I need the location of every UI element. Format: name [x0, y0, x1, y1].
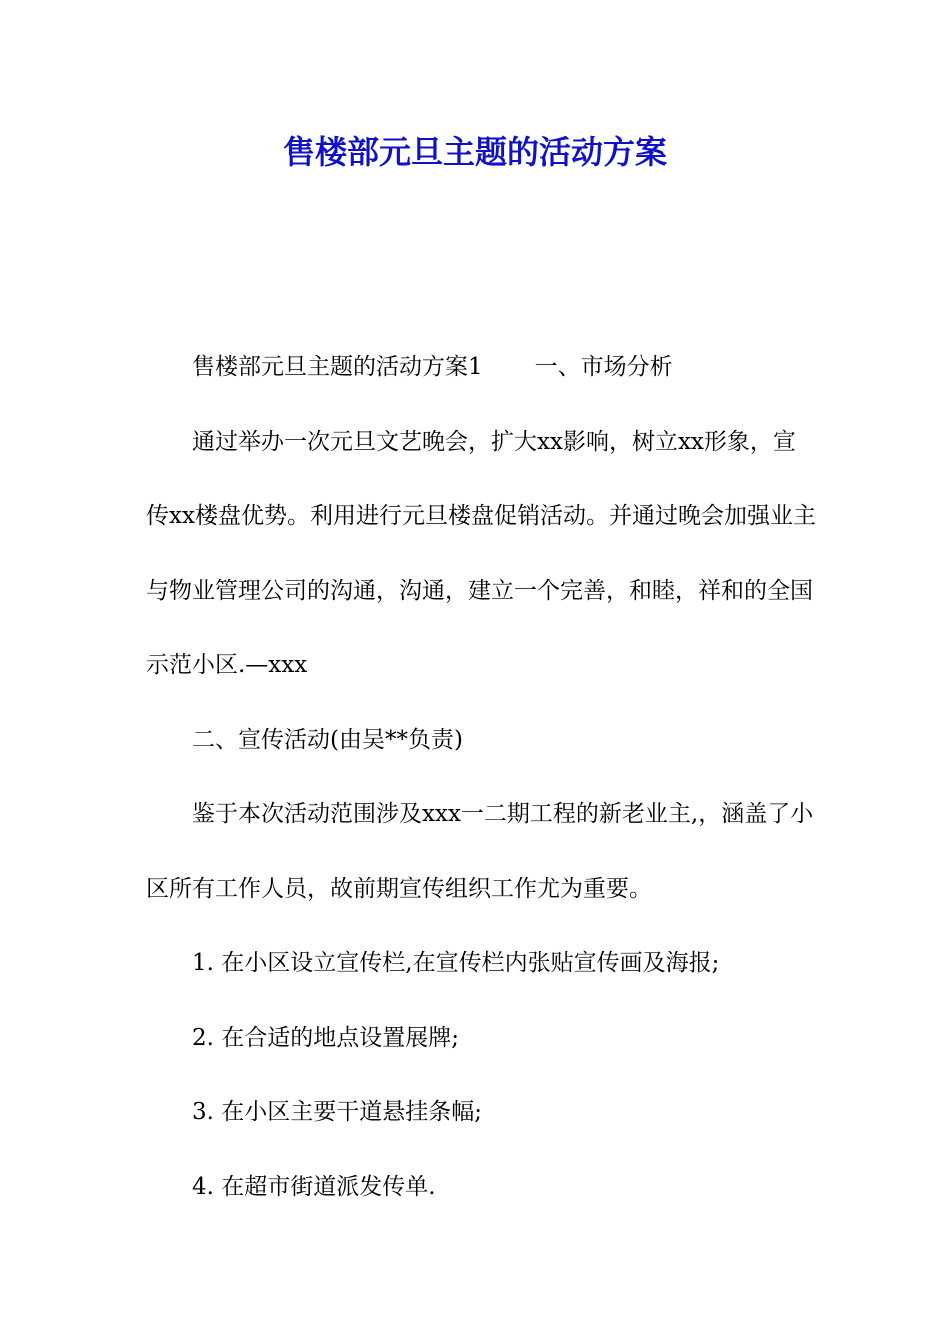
list-item-3: 3. 在小区主要干道悬挂条幅;: [192, 1099, 483, 1125]
paragraph-market-analysis: 通过举办一次元旦文艺晚会，扩大xx影响，树立xx形象，宣传xx楼盘优势。利用进行元旦楼盘促销活动。并通过晚会加强业主与物业管理公司的沟通，沟通，建立一个完善，和睦，祥和的全国示范小区.—xxx: [146, 428, 816, 678]
list-item-2: 2. 在合适的地点设置展牌;: [192, 1024, 460, 1051]
paragraph-promotion: 鉴于本次活动范围涉及xxx一二期工程的新老业主,，涵盖了小区所有工作人员，故前期宣传组织工作尤为重要。: [146, 801, 814, 902]
document-body: [146, 330, 816, 1224]
section-heading-market: 一、市场分析: [534, 354, 673, 380]
list-item-4: 4. 在超市街道派发传单.: [192, 1173, 436, 1200]
section-heading-title: 售楼部元旦主题的活动方案1: [192, 354, 483, 380]
list-item-1: 1. 在小区设立宣传栏,在宣传栏内张贴宣传画及海报;: [192, 950, 720, 976]
heading-line: [146, 330, 816, 405]
document-title: 售楼部元旦主题的活动方案: [282, 133, 667, 171]
section-heading-promotion: 二、宣传活动(由吴**负责): [192, 726, 463, 753]
